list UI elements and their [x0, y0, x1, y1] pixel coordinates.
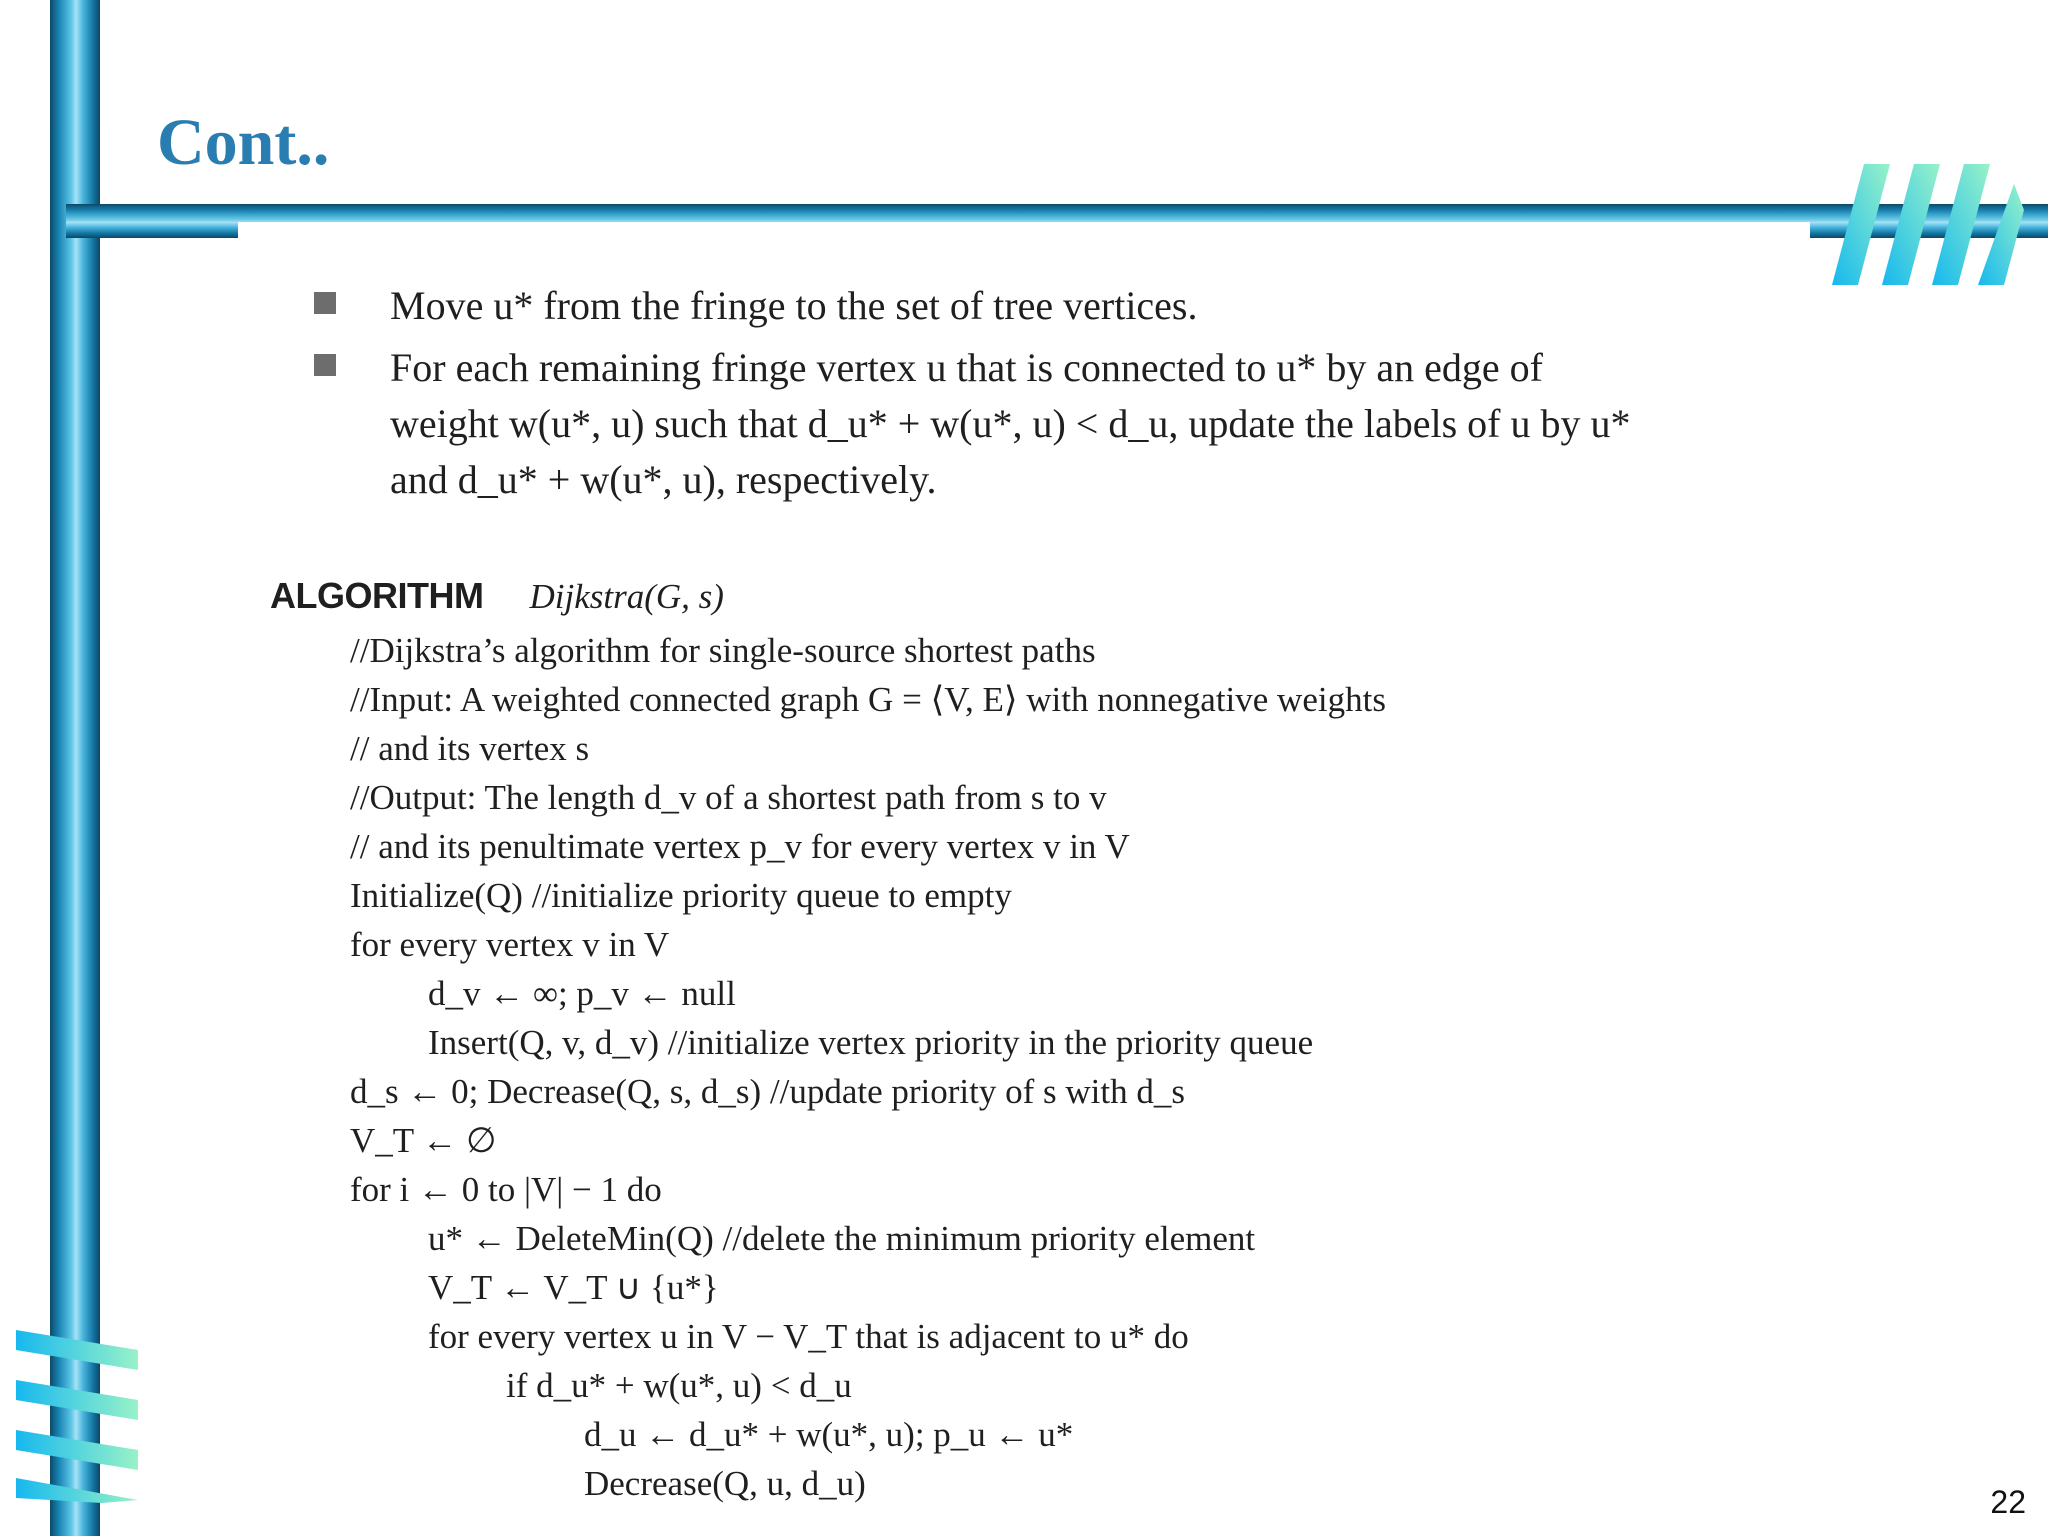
code-line: //Input: A weighted connected graph G = ⟨V, E⟩ with nonnegative weights — [350, 680, 1386, 719]
slash-logo-top-right — [1828, 160, 2038, 285]
code-line: //Output: The length d_v of a shortest path from s to v — [350, 778, 1107, 817]
bullet-item — [314, 278, 1764, 334]
code-line: // and its vertex s — [350, 729, 590, 768]
bullet-item — [314, 340, 1764, 508]
code-line: Decrease(Q, u, d_u) — [584, 1464, 866, 1503]
code-line: // and its penultimate vertex p_v for every vertex v in V — [350, 827, 1130, 866]
code-line: for every vertex v in V — [350, 925, 670, 964]
bullet-line: and d_u* + w(u*, u), respectively. — [390, 457, 937, 502]
code-line: d_s ← 0; Decrease(Q, s, d_s) //update priority of s with d_s — [350, 1072, 1185, 1111]
code-line: Insert(Q, v, d_v) //initialize vertex priority in the priority queue — [428, 1023, 1314, 1062]
square-bullet-icon — [314, 354, 336, 376]
algorithm-header — [270, 566, 1770, 626]
code-line: for every vertex u in V − V_T that is adjacent to u* do — [428, 1317, 1189, 1356]
bullet-line: For each remaining fringe vertex u that is connected to u* by an edge of — [390, 345, 1543, 390]
code-line: V_T ← ∅ — [350, 1121, 497, 1160]
code-line: if d_u* + w(u*, u) < d_u — [506, 1366, 852, 1405]
code-line: d_v ← ∞; p_v ← null — [428, 974, 736, 1013]
slide-title: Cont.. — [157, 106, 330, 179]
algorithm-keyword: ALGORITHM — [270, 575, 484, 616]
square-bullet-icon — [314, 292, 336, 314]
code-line: //Dijkstra’s algorithm for single-source shortest paths — [350, 631, 1096, 670]
page-number: 22 — [1990, 1484, 2026, 1520]
bullet-list — [314, 278, 1764, 514]
code-line: V_T ← V_T ∪ {u*} — [428, 1268, 719, 1307]
bullet-line: Move u* from the fringe to the set of tree vertices. — [390, 283, 1198, 328]
code-line: Initialize(Q) //initialize priority queue to empty — [350, 876, 1012, 915]
code-line: u* ← DeleteMin(Q) //delete the minimum priority element — [428, 1219, 1256, 1258]
algorithm-signature: Dijkstra(G, s) — [529, 577, 724, 616]
code-line: for i ← 0 to |V| − 1 do — [350, 1170, 662, 1209]
code-line: d_u ← d_u* + w(u*, u); p_u ← u* — [584, 1415, 1074, 1454]
slash-logo-bottom-left — [12, 1318, 142, 1503]
algorithm-block — [270, 566, 1770, 1508]
bullet-line: weight w(u*, u) such that d_u* + w(u*, u) < d_u, update the labels of u by u* — [390, 401, 1631, 446]
